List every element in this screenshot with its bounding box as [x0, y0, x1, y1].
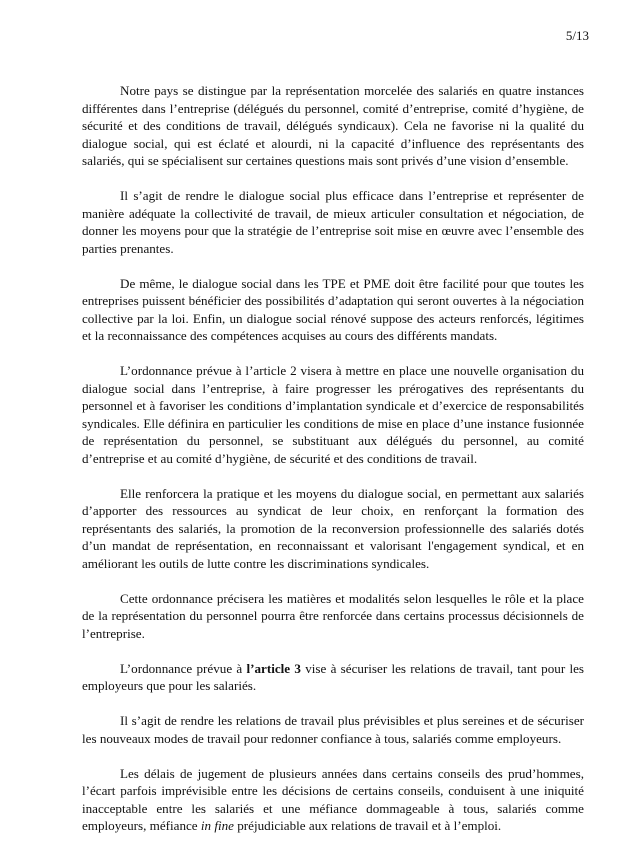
page-number: 5/13 [565, 28, 589, 43]
paragraph-text: Il s’agit de rendre le dialogue social plus efficace dans l’entreprise et représenter de manière adéquate la collectivité de travail, de mieux articuler consultation et négociation, de donner les moyens pour que la stratégie de l’entreprise soit mise en œuvre avec l’ensemble des parties prenantes. [82, 188, 584, 256]
paragraph-text: Il s’agit de rendre les relations de travail plus prévisibles et plus sereines et de sécuriser les nouveaux modes de travail pour redonner confiance à tous, salariés comme employeurs. [82, 713, 584, 746]
in-fine-italic: in fine [200, 818, 234, 833]
paragraph-9 [82, 765, 584, 835]
body-text [82, 82, 584, 852]
paragraph-text: Elle renforcera la pratique et les moyens du dialogue social, en permettant aux salariés d’apporter des ressources au syndicat de leur choix, en renforçant la formation des représentants des salariés, la promotion de la reconversion professionnelle des salariés dotés d’un mandat de représentation, en reconnaissant et valorisant l'engagement syndical, et en améliorant les outils de lutte contre les discriminations syndicales. [82, 485, 584, 571]
paragraph-2 [82, 187, 584, 257]
paragraph-1 [82, 82, 584, 170]
paragraph-text: Cette ordonnance précisera les matières et modalités selon lesquelles le rôle et la place de la représentation du personnel pourra être renforcée dans certains processus décisionnels de l’entreprise. [82, 590, 584, 641]
paragraph-text: préjudiciable aux relations de travail et à l’emploi. [233, 818, 502, 833]
paragraph-text: Notre pays se distingue par la représentation morcelée des salariés en quatre instances différentes dans l’entreprise (délégués du personnel, comité d’entreprise, comité d’hygiène, de sécurité et des conditions de travail, délégués syndicaux). Cela ne favorise ni la qualité du dialogue social, qui est éclaté et alourdi, ni la capacité d’influence des représentants des salariés, qui se spécialisent sur certaines questions mais sont privés d’une vision d’ensemble. [82, 83, 584, 168]
paragraph-5 [82, 485, 584, 573]
paragraph-text: L’ordonnance prévue à [120, 660, 247, 676]
paragraph-3 [82, 275, 584, 345]
paragraph-6 [82, 590, 584, 643]
paragraph-4 [82, 362, 584, 467]
paragraph-text: vise à sécuriser les relations de travail, tant pour les employeurs que pour les salariés. [82, 660, 584, 693]
paragraph-text: L’ordonnance prévue à l’article 2 visera à mettre en place une nouvelle organisation du dialogue social dans l’entreprise, à faire progresser les prérogatives des représentants du personnel et à favoriser les conditions d’implantation syndicale et d’exercice de responsabilités syndicales. Elle définira en particulier les conditions de mise en place d’une instance fusionnée de représentation du personnel, se substituant aux délégués du personnel, au comité d’entreprise et au comité d’hygiène, de sécurité et des conditions de travail. [82, 363, 584, 466]
paragraph-text: De même, le dialogue social dans les TPE et PME doit être facilité pour que toutes les entreprises puissent bénéficier des possibilités d’adaptation qui seront ouvertes à la négociation collective par la loi. Enfin, un dialogue social rénové suppose des acteurs renforcés, légitimes et la reconnaissance des compétences acquises au cours des différents mandats. [82, 275, 584, 343]
paragraph-text: Les délais de jugement de plusieurs années dans certains conseils des prud’hommes, l’écart parfois imprévisible entre les décisions de certains conseils, conduisent à une iniquité inacceptable entre les salariés et une méfiance dommageable à tous, salariés comme employeurs, méfiance [82, 765, 584, 833]
paragraph-8 [82, 712, 584, 747]
paragraph-7 [82, 660, 584, 695]
article-3-reference: l’article 3 [246, 660, 301, 676]
